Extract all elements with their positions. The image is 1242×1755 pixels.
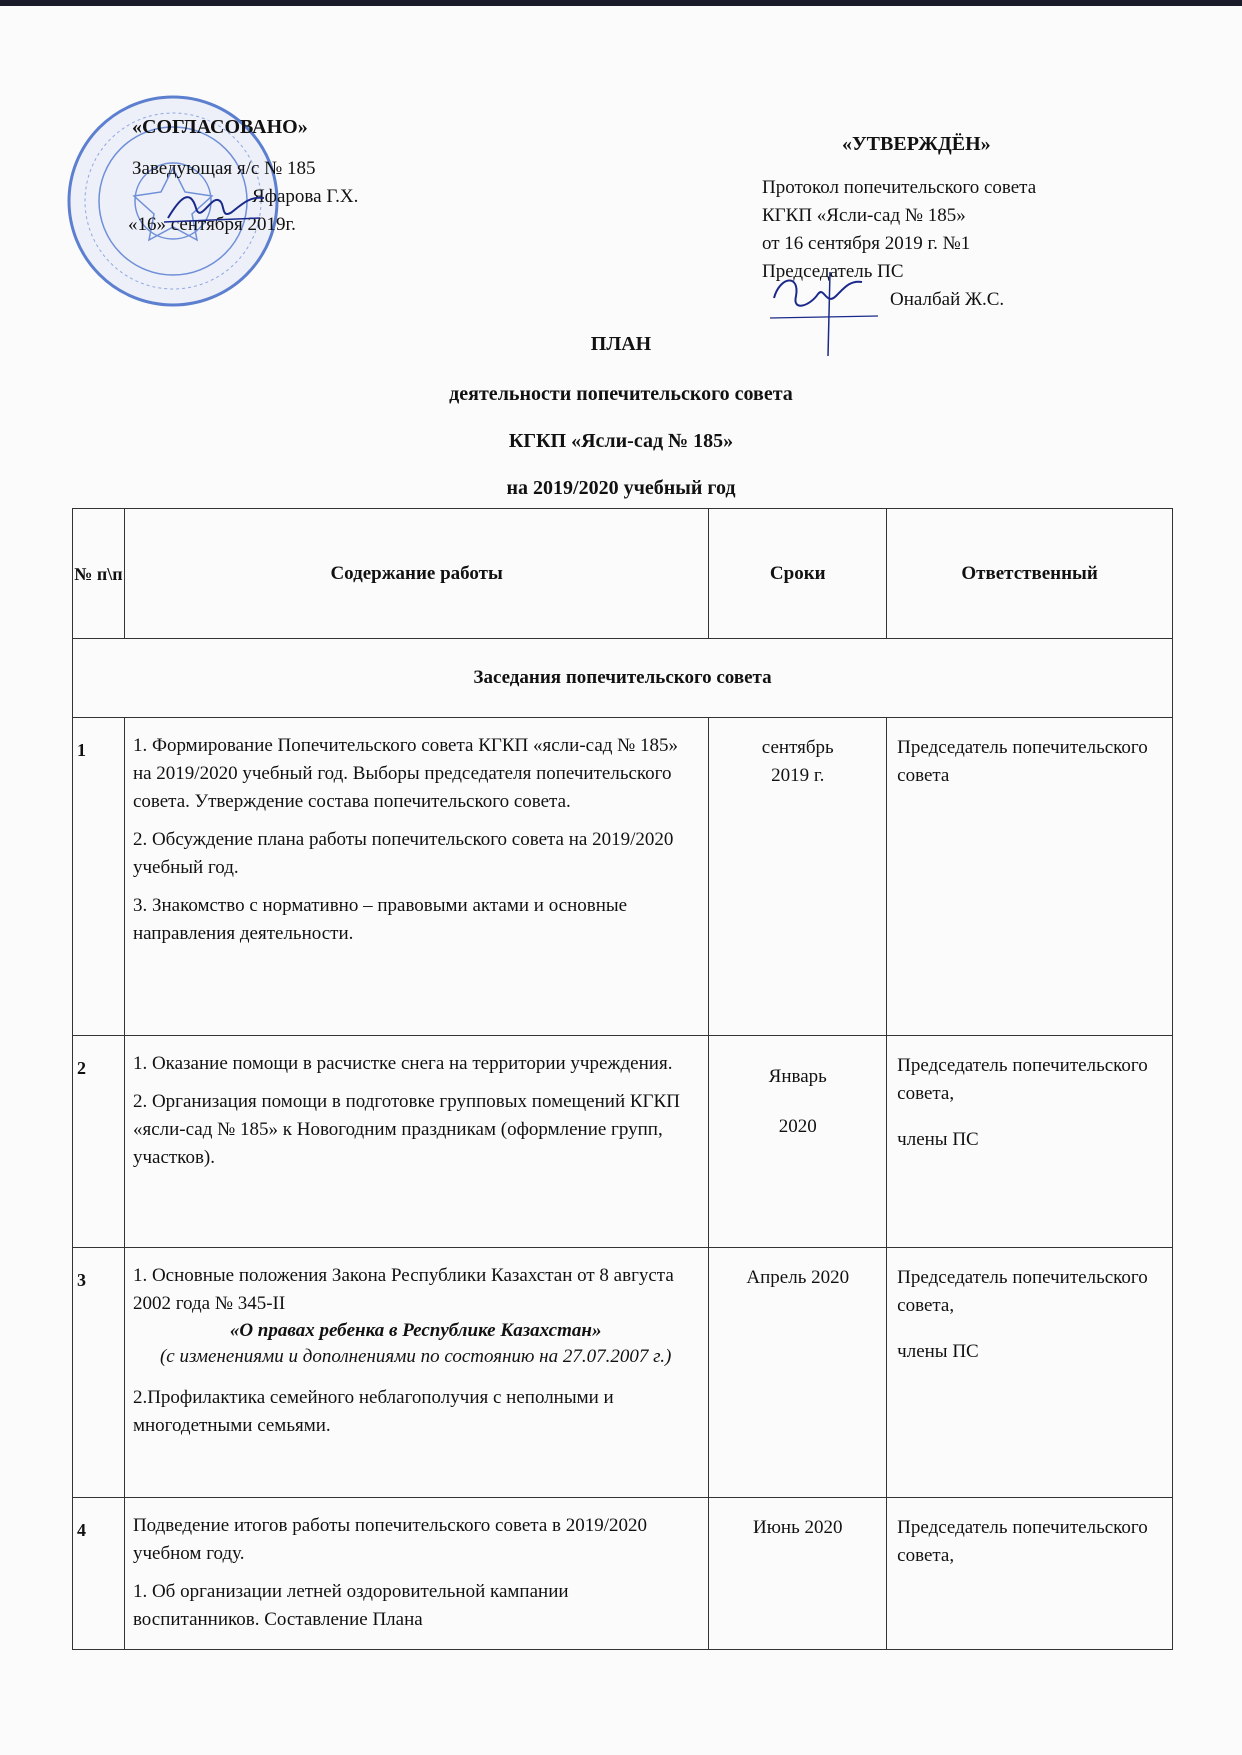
approved-chair-label: Председатель ПС — [762, 261, 904, 282]
plan-table — [72, 508, 1173, 1650]
content-item: 3. Знакомство с нормативно – правовыми актами и основные направления деятельности. — [132, 895, 628, 944]
row-responsible — [887, 718, 1173, 1036]
doc-subtitle: деятельности попечительского совета — [449, 383, 793, 405]
table-row — [73, 1498, 1173, 1650]
row-number: 3 — [73, 1248, 125, 1498]
row-number: 2 — [73, 1036, 125, 1248]
responsible-line: члены ПС — [897, 1341, 979, 1362]
approved-chair-name: Оналбай Ж.С. — [890, 289, 1005, 310]
approved-org: КГКП «Ясли-сад № 185» — [762, 205, 966, 226]
agreed-name: Яфарова Г.Х. — [252, 186, 359, 207]
row-content — [124, 1036, 708, 1248]
row-responsible — [887, 1248, 1173, 1498]
responsible-line: Председатель попечительского совета, — [897, 1055, 1148, 1104]
content-item: Подведение итогов работы попечительского совета в 2019/2020 учебном году. — [132, 1515, 648, 1564]
content-item: 1. Об организации летней оздоровительной кампании воспитанников. Составление Плана — [132, 1581, 569, 1630]
row-term — [709, 1036, 887, 1248]
term-line: Апрель 2020 — [746, 1267, 850, 1288]
row-responsible — [887, 1036, 1173, 1248]
term-line: 2020 — [778, 1116, 817, 1137]
header-num: № п\п — [73, 509, 125, 639]
responsible-line: Председатель попечительского совета, — [897, 1517, 1148, 1566]
content-item: 1. Основные положения Закона Республики Казахстан от 8 августа 2002 года № 345-II — [132, 1265, 674, 1314]
doc-org: КГКП «Ясли-сад № 185» — [508, 430, 734, 452]
content-item: 2. Обсуждение плана работы попечительского совета на 2019/2020 учебный год. — [132, 829, 674, 878]
scan-top-edge — [0, 0, 1242, 6]
law-note: (с изменениями и дополнениями по состоянию на 27.07.2007 г.) — [159, 1346, 672, 1367]
signature-icon — [160, 178, 270, 238]
term-line: сентябрь — [761, 737, 834, 758]
agreed-date: «16» сентября 2019г. — [128, 214, 296, 235]
row-content — [124, 1248, 708, 1498]
content-item: 1. Оказание помощи в расчистке снега на территории учреждения. — [132, 1053, 673, 1074]
approved-protocol: Протокол попечительского совета — [762, 177, 1037, 198]
agreed-position: Заведующая я/с № 185 — [132, 158, 316, 179]
responsible-line: члены ПС — [897, 1129, 979, 1150]
header-term: Сроки — [709, 509, 887, 639]
header-content: Содержание работы — [124, 509, 708, 639]
table-row — [73, 1036, 1173, 1248]
table-row — [73, 718, 1173, 1036]
row-term — [709, 718, 887, 1036]
approved-date: от 16 сентября 2019 г. №1 — [762, 233, 971, 254]
agreed-title: «СОГЛАСОВАНО» — [132, 116, 308, 138]
law-title: «О правах ребенка в Республике Казахстан» — [229, 1320, 602, 1341]
table-row — [73, 1248, 1173, 1498]
content-item: 2.Профилактика семейного неблагополучия с неполными и многодетными семьями. — [132, 1387, 614, 1436]
term-line: Июнь 2020 — [753, 1517, 843, 1538]
responsible-line: Председатель попечительского совета — [897, 737, 1148, 786]
content-item: 1. Формирование Попечительского совета КГКП «ясли-сад № 185» на 2019/2020 учебный год. Выборы председателя попечительского совета. Утверждение состава попечительского совета. — [132, 735, 679, 812]
row-responsible — [887, 1498, 1173, 1650]
row-content — [124, 1498, 708, 1650]
row-term — [709, 1248, 887, 1498]
table-header-row — [73, 509, 1173, 639]
row-number: 1 — [73, 718, 125, 1036]
header-responsible: Ответственный — [887, 509, 1173, 639]
doc-title: ПЛАН — [590, 333, 652, 355]
responsible-line: Председатель попечительского совета, — [897, 1267, 1148, 1316]
approved-title: «УТВЕРЖДЁН» — [842, 133, 991, 155]
row-term — [709, 1498, 887, 1650]
term-line: 2019 г. — [771, 765, 825, 786]
content-item: 2. Организация помощи в подготовке групповых помещений КГКП «ясли-сад № 185» к Новогодним праздникам (оформление групп, участков). — [132, 1091, 680, 1168]
doc-year: на 2019/2020 учебный год — [506, 477, 736, 499]
term-line: Январь — [768, 1066, 827, 1087]
row-number: 4 — [73, 1498, 125, 1650]
row-content — [124, 718, 708, 1036]
section-title: Заседания попечительского совета — [73, 639, 1173, 718]
section-row — [73, 639, 1173, 718]
